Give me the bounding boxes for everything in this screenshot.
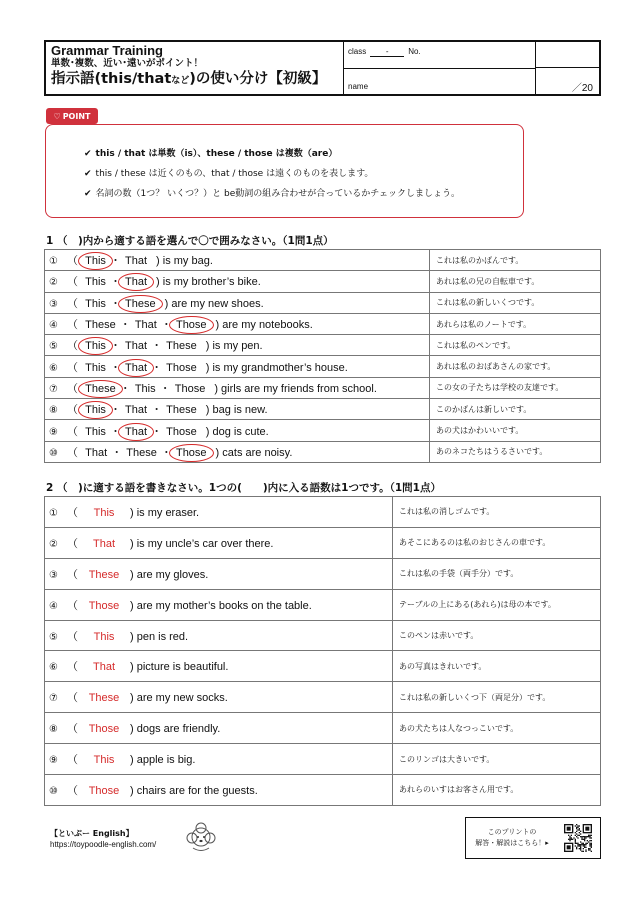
choice-word[interactable]: These — [166, 340, 197, 353]
question-number: ① — [49, 507, 58, 519]
japanese-translation: あの写真はきれいです。 — [393, 651, 601, 682]
japanese-translation: あの犬はかわいいです。 — [430, 420, 601, 441]
sentence-rest: ) is my eraser. — [130, 506, 200, 519]
open-paren: （ — [67, 599, 78, 612]
choice-word[interactable]: This — [134, 382, 156, 395]
japanese-translation: あのネコたちはうるさいです。 — [430, 441, 601, 462]
table-row — [45, 313, 601, 334]
question-cell — [45, 558, 393, 589]
table-row — [45, 399, 601, 420]
choice-separator: ・ — [106, 404, 125, 417]
answer-link-text: このプリントの 解答・解説はこちら！▸ — [475, 828, 549, 847]
answer-blank[interactable]: This — [93, 754, 115, 767]
choice-separator: ・ — [148, 425, 166, 438]
table-row — [45, 271, 601, 292]
choice-word[interactable]: That — [125, 361, 148, 374]
table-row — [45, 377, 601, 398]
question-number: ⑥ — [49, 362, 58, 374]
choice-word[interactable]: This — [85, 404, 106, 417]
name-field: name — [348, 82, 369, 91]
section2-table — [44, 496, 601, 806]
choice-word[interactable]: That — [125, 276, 148, 289]
question-number: ① — [49, 256, 58, 268]
table-row — [45, 744, 601, 775]
question-cell — [45, 620, 393, 651]
question-cell — [45, 713, 393, 744]
lightbulb-icon: ♡ — [53, 111, 61, 121]
check-icon: ✔ — [84, 189, 92, 199]
sentence-rest: ) is my grandmother’s house. — [205, 361, 348, 374]
answer-blank[interactable]: This — [93, 506, 115, 519]
choice-word[interactable]: Those — [175, 319, 207, 332]
choice-separator: ・ — [157, 319, 175, 332]
choice-separator: ・ — [157, 446, 175, 459]
choice-word[interactable]: These — [126, 446, 157, 459]
japanese-translation: これは私の新しいくつ下（両足分）です。 — [393, 682, 601, 713]
choice-separator: ・ — [106, 255, 125, 268]
choice-separator: ・ — [148, 340, 166, 353]
open-paren: （ — [67, 692, 78, 705]
point-line: ✔ this / that は単数（is）、these / those は複数（are） — [84, 149, 338, 159]
choice-word[interactable]: This — [85, 361, 106, 374]
question-number: ⑨ — [49, 426, 58, 438]
section1-title: 1 （ )内から適する語を選んで〇で囲みなさい。（1問1点） — [46, 235, 334, 247]
answer-blank[interactable]: These — [88, 568, 120, 581]
open-paren: （ — [67, 340, 85, 353]
choice-word[interactable]: That — [125, 255, 148, 268]
choice-word[interactable]: Those — [166, 425, 197, 438]
sentence-rest: ) is my uncle’s car over there. — [130, 537, 274, 550]
table-row — [45, 620, 601, 651]
question-cell — [45, 335, 430, 356]
worksheet-subtitle: 単数･複数、近い･遠いがポイント！ — [51, 58, 204, 69]
open-paren: （ — [67, 255, 85, 268]
question-cell — [45, 497, 393, 528]
score-block — [536, 42, 599, 94]
sentence-rest: ) apple is big. — [130, 754, 196, 767]
table-row — [45, 497, 601, 528]
open-paren: （ — [67, 537, 78, 550]
choice-word[interactable]: These — [85, 382, 116, 395]
open-paren: （ — [67, 723, 78, 736]
answer-blank[interactable]: Those — [88, 599, 120, 612]
score-total: ／20 — [571, 83, 593, 94]
choice-word[interactable]: That — [85, 446, 108, 459]
open-paren: （ — [67, 382, 85, 395]
japanese-translation: あれは私の兄の自転車です。 — [430, 271, 601, 292]
student-info — [344, 42, 536, 94]
question-cell — [45, 356, 430, 377]
question-number: ⑧ — [49, 724, 58, 736]
question-number: ② — [49, 538, 58, 550]
question-number: ⑥ — [49, 662, 58, 674]
sentence-rest: ) chairs are for the guests. — [130, 784, 258, 797]
sentence-rest: ) cats are noisy. — [215, 446, 293, 459]
open-paren: （ — [67, 754, 78, 767]
sentence-rest: ) is my bag. — [156, 255, 213, 268]
choice-word[interactable]: This — [85, 276, 106, 289]
question-number: ⑤ — [49, 341, 58, 353]
sentence-rest: ) picture is beautiful. — [130, 661, 229, 674]
question-cell — [45, 441, 430, 462]
question-cell — [45, 527, 393, 558]
table-row — [45, 775, 601, 806]
question-number: ③ — [49, 569, 58, 581]
table-row — [45, 335, 601, 356]
choice-separator: ・ — [116, 319, 134, 332]
question-cell — [45, 271, 430, 292]
question-number: ③ — [49, 298, 58, 310]
choice-separator: ・ — [106, 297, 125, 310]
choice-word[interactable]: That — [125, 404, 148, 417]
open-paren: （ — [67, 506, 78, 519]
table-row — [45, 441, 601, 462]
title-block — [46, 42, 344, 94]
table-row — [45, 292, 601, 313]
japanese-translation: テーブルの上にある(あれら)は母の本です。 — [393, 589, 601, 620]
table-row — [45, 713, 601, 744]
point-line: ✔ 名詞の数（1つ？ いくつ？）と be動詞の組み合わせが合っているかチェックしましょう。 — [84, 189, 460, 199]
choice-word[interactable]: This — [85, 340, 106, 353]
question-cell — [45, 377, 430, 398]
worksheet-title: Grammar Training — [51, 43, 163, 58]
open-paren: （ — [67, 630, 78, 643]
open-paren: （ — [67, 276, 85, 289]
choice-word[interactable]: This — [85, 425, 106, 438]
choice-word[interactable]: Those — [174, 382, 206, 395]
japanese-translation: これは私のペンです。 — [430, 335, 601, 356]
table-row — [45, 527, 601, 558]
choice-word[interactable]: This — [85, 297, 106, 310]
choice-separator: ・ — [116, 382, 134, 395]
question-number: ⑦ — [49, 693, 58, 705]
question-cell — [45, 250, 430, 271]
open-paren: （ — [67, 568, 78, 581]
choice-word[interactable]: That — [134, 319, 157, 332]
sentence-rest: ) are my gloves. — [130, 568, 209, 581]
japanese-translation: あれは私のおばあさんの家です。 — [430, 356, 601, 377]
question-number: ⑤ — [49, 631, 58, 643]
japanese-translation: これは私のかばんです。 — [430, 250, 601, 271]
qr-code-icon[interactable] — [564, 824, 592, 852]
sentence-rest: ) is my brother’s bike. — [156, 276, 261, 289]
choice-separator: ・ — [106, 276, 125, 289]
table-row — [45, 420, 601, 441]
answer-blank[interactable]: This — [93, 630, 115, 643]
point-box — [45, 124, 524, 218]
question-cell — [45, 399, 430, 420]
sentence-rest: ) are my new shoes. — [164, 297, 264, 310]
table-row — [45, 682, 601, 713]
point-line: ✔ this / these は近くのもの、that / those は遠くのものを表します。 — [84, 169, 374, 179]
answer-blank[interactable]: Those — [88, 723, 120, 736]
japanese-translation: これは私の消しゴムです。 — [393, 497, 601, 528]
japanese-translation: このリンゴは大きいです。 — [393, 744, 601, 775]
question-number: ⑩ — [49, 447, 58, 459]
open-paren: （ — [67, 425, 85, 438]
worksheet-header — [44, 40, 601, 96]
choice-word[interactable]: These — [166, 404, 197, 417]
choice-separator: ・ — [156, 382, 174, 395]
japanese-translation: この女の子たちは学校の友達です。 — [430, 377, 601, 398]
table-row — [45, 356, 601, 377]
choice-separator: ・ — [148, 361, 166, 374]
question-number: ④ — [49, 600, 58, 612]
choice-word[interactable]: This — [85, 255, 106, 268]
choice-word[interactable]: That — [125, 425, 148, 438]
japanese-translation: あそこにあるのは私のおじさんの車です。 — [393, 527, 601, 558]
choice-word[interactable]: Those — [175, 446, 207, 459]
worksheet-topic: 指示語(this/thatなど)の使い分け【初級】 — [51, 71, 327, 87]
question-cell — [45, 744, 393, 775]
sentence-rest: ) pen is red. — [130, 630, 189, 643]
choice-word[interactable]: These — [125, 297, 156, 310]
japanese-translation: これは私の新しいくつです。 — [430, 292, 601, 313]
choice-word[interactable]: Those — [166, 361, 197, 374]
brand-url[interactable]: https://toypoodle-english.com/ — [50, 840, 157, 849]
choice-separator: ・ — [106, 340, 125, 353]
poodle-icon — [183, 822, 219, 854]
sentence-rest: ) dogs are friendly. — [130, 723, 221, 736]
sentence-rest: ) are my new socks. — [130, 692, 228, 705]
question-cell — [45, 292, 430, 313]
japanese-translation: あれらは私のノートです。 — [430, 313, 601, 334]
question-number: ⑦ — [49, 383, 58, 395]
choice-word[interactable]: These — [85, 319, 116, 332]
table-row — [45, 558, 601, 589]
section2-title: 2 （ )に適する語を書きなさい。1つの( )内に入る語数は1つです。（1問1点） — [46, 482, 441, 494]
japanese-translation: あれらのいすはお客さん用です。 — [393, 775, 601, 806]
choice-separator: ・ — [106, 425, 125, 438]
japanese-translation: あの犬たちは人なつっこいです。 — [393, 713, 601, 744]
question-number: ⑩ — [49, 785, 58, 797]
check-icon: ✔ — [84, 149, 92, 159]
table-row — [45, 651, 601, 682]
question-cell — [45, 651, 393, 682]
open-paren: （ — [67, 784, 78, 797]
question-number: ② — [49, 277, 58, 289]
sentence-rest: ) bag is new. — [205, 404, 268, 417]
open-paren: （ — [67, 319, 85, 332]
question-cell — [45, 313, 430, 334]
sentence-rest: ) dog is cute. — [205, 425, 269, 438]
answer-blank[interactable]: That — [92, 537, 115, 550]
question-cell — [45, 589, 393, 620]
sentence-rest: ) is my pen. — [205, 340, 263, 353]
question-number: ④ — [49, 320, 58, 332]
answer-blank[interactable]: Those — [88, 784, 120, 797]
japanese-translation: このペンは赤いです。 — [393, 620, 601, 651]
answer-blank[interactable]: That — [92, 661, 115, 674]
answer-link-box[interactable] — [465, 817, 601, 859]
sentence-rest: ) girls are my friends from school. — [214, 382, 377, 395]
sentence-rest: ) are my notebooks. — [215, 319, 313, 332]
question-cell — [45, 682, 393, 713]
question-cell — [45, 420, 430, 441]
check-icon: ✔ — [84, 169, 92, 179]
question-number: ⑧ — [49, 405, 58, 417]
table-row — [45, 250, 601, 271]
japanese-translation: これは私の手袋（両手分）です。 — [393, 558, 601, 589]
class-field: class - No. — [344, 42, 535, 69]
choice-separator: ・ — [108, 446, 126, 459]
choice-word[interactable]: That — [125, 340, 148, 353]
answer-blank[interactable]: These — [88, 692, 120, 705]
sentence-rest: ) are my mother’s books on the table. — [130, 599, 312, 612]
open-paren: （ — [67, 446, 85, 459]
question-cell — [45, 775, 393, 806]
table-row — [45, 589, 601, 620]
open-paren: （ — [67, 361, 85, 374]
open-paren: （ — [67, 661, 78, 674]
choice-separator: ・ — [148, 404, 166, 417]
section1-table — [44, 249, 601, 463]
question-number: ⑨ — [49, 755, 58, 767]
point-tag: ♡ POINT — [46, 108, 98, 124]
brand-name: 【といぷー English】 — [50, 829, 134, 838]
open-paren: （ — [67, 404, 85, 417]
japanese-translation: このかばんは新しいです。 — [430, 399, 601, 420]
open-paren: （ — [67, 297, 85, 310]
choice-separator: ・ — [106, 361, 125, 374]
